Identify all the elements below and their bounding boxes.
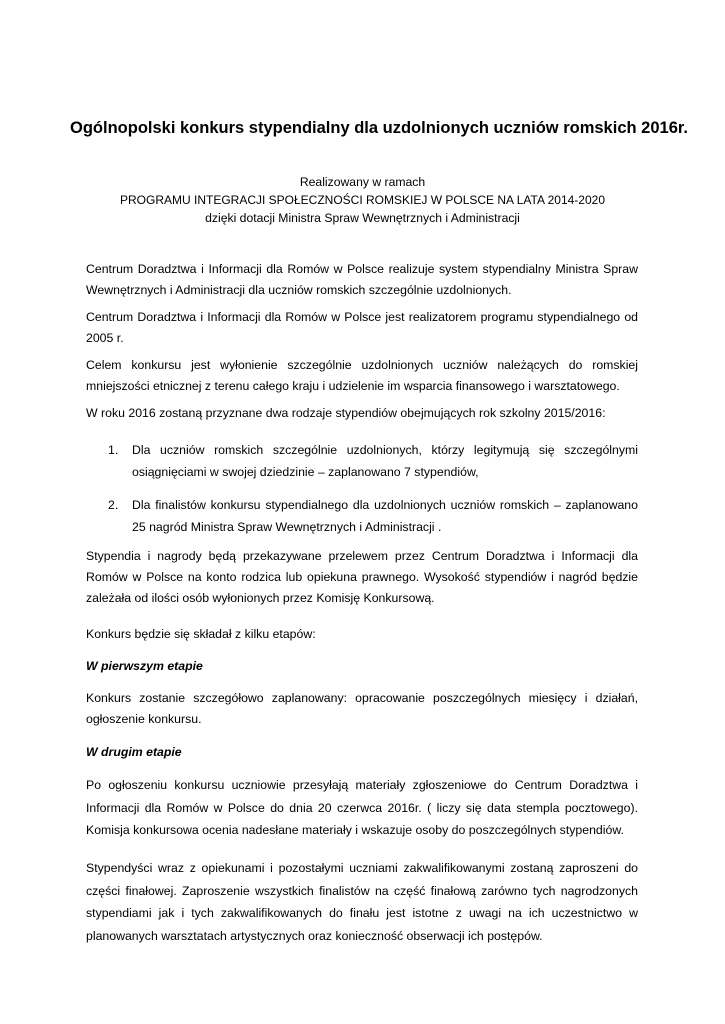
- paragraph-intro: Centrum Doradztwa i Informacji dla Romów w Polsce realizuje system stypendialny Ministra Spraw Wewnętrznych i Administracji dla uczniów romskich szczególnie uzdolnionych.: [86, 262, 638, 297]
- paragraph-etap-1: Konkurs zostanie szczegółowo zaplanowany: opracowanie poszczególnych miesięcy i działań, ogłoszenie konkursu.: [86, 691, 638, 726]
- list-item-text: Dla uczniów romskich szczególnie uzdolnionych, którzy legitymują się szczególnymi osiągnięciami w swojej dziedzinie – zaplanowano 7 stypendiów,: [132, 443, 638, 479]
- paragraph-realizator: Centrum Doradztwa i Informacji dla Romów w Polsce jest realizatorem programu stypendialnego od 2005 r.: [86, 310, 638, 345]
- list-item-1: [86, 439, 638, 483]
- list-item-number: 1.: [108, 443, 119, 457]
- paragraph-cel-konkursu: Celem konkursu jest wyłonienie szczególnie uzdolnionych uczniów należących do romskiej mniejszości etnicznej z terenu całego kraju i udzielenie im wsparcia finansowego i warsztatowego.: [86, 358, 638, 393]
- document-title: Ogólnopolski konkurs stypendialny dla uzdolnionych uczniów romskich 2016r.: [70, 119, 688, 137]
- paragraph-przelew: Stypendia i nagrody będą przekazywane przelewem przez Centrum Doradztwa i Informacji dla Romów w Polsce na konto rodzica lub opiekuna prawnego. Wysokość stypendiów i nagród będzie zależała od ilości osób wyłonionych przez Komisję Konkursową.: [86, 549, 638, 605]
- list-item-number: 2.: [108, 498, 119, 512]
- subtitle-line-2: PROGRAMU INTEGRACJI SPOŁECZNOŚCI ROMSKIEJ W POLSCE NA LATA 2014-2020: [119, 193, 605, 207]
- list-item-2: [86, 494, 638, 538]
- paragraph-rodzaje-stypendiow: W roku 2016 zostaną przyznane dwa rodzaje stypendiów obejmujących rok szkolny 2015/2016:: [86, 406, 606, 420]
- paragraph-etap-2: Po ogłoszeniu konkursu uczniowie przesyłają materiały zgłoszeniowe do Centrum Doradztwa i Informacji dla Romów w Polsce do dnia 20 czerwca 2016r. ( liczy się data stempla pocztowego). Komisja konkursowa ocenia nadesłane materiały i wskazuje osoby do poszczególnych stypendiów.: [86, 778, 638, 837]
- paragraph-etapy: Konkurs będzie się składał z kilku etapów:: [86, 627, 316, 641]
- subtitle-line-1: Realizowany w ramach: [299, 175, 426, 189]
- stage-1-heading: W pierwszym etapie: [86, 659, 203, 673]
- stage-2-heading: W drugim etapie: [86, 745, 182, 759]
- list-item-text: Dla finalistów konkursu stypendialnego dla uzdolnionych uczniów romskich – zaplanowano 25 nagród Ministra Spraw Wewnętrznych i Administracji .: [132, 498, 638, 534]
- paragraph-finalisci: Stypendyści wraz z opiekunami i pozostałymi uczniami zakwalifikowanymi zostaną zaproszeni do części finałowej. Zaproszenie wszystkich finalistów na część finałową zarówno tych nagrodzonych stypendiami jak i tych zakwalifikowanych do finału jest istotne z uwagi na ich uczestnictwo w planowanych warsztatach artystycznych oraz konieczność obserwacji ich postępów.: [86, 861, 638, 943]
- subtitle-line-3: dzięki dotacji Ministra Spraw Wewnętrznych i Administracji: [205, 211, 520, 225]
